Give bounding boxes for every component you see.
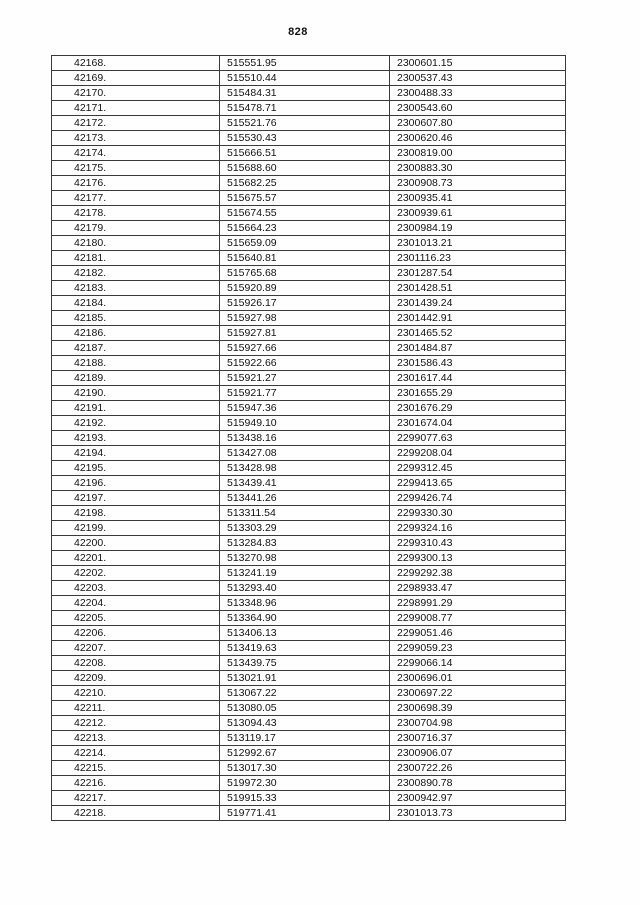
table-cell: 42183. bbox=[52, 281, 220, 296]
table-cell: 2300607.80 bbox=[390, 116, 566, 131]
table-cell: 42188. bbox=[52, 356, 220, 371]
table-row bbox=[52, 671, 566, 686]
table-cell: 2301586.43 bbox=[390, 356, 566, 371]
table-cell: 515675.57 bbox=[220, 191, 390, 206]
table-cell: 42207. bbox=[52, 641, 220, 656]
table-cell: 42172. bbox=[52, 116, 220, 131]
table-cell: 42178. bbox=[52, 206, 220, 221]
table-cell: 2299330.30 bbox=[390, 506, 566, 521]
table-cell: 515510.44 bbox=[220, 71, 390, 86]
table-row bbox=[52, 446, 566, 461]
table-cell: 42168. bbox=[52, 56, 220, 71]
table-cell: 42201. bbox=[52, 551, 220, 566]
table-cell: 2300543.60 bbox=[390, 101, 566, 116]
table-cell: 2300942.97 bbox=[390, 791, 566, 806]
table-cell: 42194. bbox=[52, 446, 220, 461]
table-row bbox=[52, 791, 566, 806]
table-row bbox=[52, 416, 566, 431]
table-cell: 515921.27 bbox=[220, 371, 390, 386]
table-cell: 2300819.00 bbox=[390, 146, 566, 161]
table-cell: 513094.43 bbox=[220, 716, 390, 731]
table-cell: 2300704.98 bbox=[390, 716, 566, 731]
table-cell: 2300939.61 bbox=[390, 206, 566, 221]
table-row bbox=[52, 101, 566, 116]
table-cell: 42171. bbox=[52, 101, 220, 116]
table-cell: 42182. bbox=[52, 266, 220, 281]
table-cell: 2299008.77 bbox=[390, 611, 566, 626]
table-cell: 513364.90 bbox=[220, 611, 390, 626]
table-cell: 513406.13 bbox=[220, 626, 390, 641]
table-cell: 2300883.30 bbox=[390, 161, 566, 176]
table-cell: 512992.67 bbox=[220, 746, 390, 761]
table-row bbox=[52, 251, 566, 266]
table-cell: 2301465.52 bbox=[390, 326, 566, 341]
table-row bbox=[52, 731, 566, 746]
table-row bbox=[52, 506, 566, 521]
table-row bbox=[52, 431, 566, 446]
table-cell: 2301013.21 bbox=[390, 236, 566, 251]
table-cell: 515674.55 bbox=[220, 206, 390, 221]
table-cell: 42187. bbox=[52, 341, 220, 356]
table-row bbox=[52, 656, 566, 671]
table-cell: 42180. bbox=[52, 236, 220, 251]
table-row bbox=[52, 266, 566, 281]
table-cell: 515688.60 bbox=[220, 161, 390, 176]
table-cell: 2299300.13 bbox=[390, 551, 566, 566]
table-cell: 515921.77 bbox=[220, 386, 390, 401]
table-cell: 2299059.23 bbox=[390, 641, 566, 656]
table-row bbox=[52, 281, 566, 296]
table-cell: 2301484.87 bbox=[390, 341, 566, 356]
table-row bbox=[52, 221, 566, 236]
table-cell: 2301428.51 bbox=[390, 281, 566, 296]
table-row bbox=[52, 776, 566, 791]
table-row bbox=[52, 581, 566, 596]
table-row bbox=[52, 566, 566, 581]
page-number: 828 bbox=[288, 26, 308, 38]
table-cell: 515484.31 bbox=[220, 86, 390, 101]
table-row bbox=[52, 56, 566, 71]
table-cell: 515664.23 bbox=[220, 221, 390, 236]
table-body bbox=[52, 56, 566, 821]
table-cell: 42185. bbox=[52, 311, 220, 326]
table-cell: 2300488.33 bbox=[390, 86, 566, 101]
table-cell: 2300698.39 bbox=[390, 701, 566, 716]
table-cell: 513348.96 bbox=[220, 596, 390, 611]
table-cell: 42189. bbox=[52, 371, 220, 386]
table-cell: 2301439.24 bbox=[390, 296, 566, 311]
table-row bbox=[52, 191, 566, 206]
table-cell: 2300697.22 bbox=[390, 686, 566, 701]
table-cell: 2300716.37 bbox=[390, 731, 566, 746]
table-cell: 42191. bbox=[52, 401, 220, 416]
table-cell: 513303.29 bbox=[220, 521, 390, 536]
table-row bbox=[52, 746, 566, 761]
table-cell: 2301287.54 bbox=[390, 266, 566, 281]
table-row bbox=[52, 206, 566, 221]
table-cell: 515920.89 bbox=[220, 281, 390, 296]
table-cell: 519972.30 bbox=[220, 776, 390, 791]
table-row bbox=[52, 176, 566, 191]
table-cell: 513119.17 bbox=[220, 731, 390, 746]
table-cell: 2301617.44 bbox=[390, 371, 566, 386]
table-row bbox=[52, 146, 566, 161]
table-cell: 42195. bbox=[52, 461, 220, 476]
table-cell: 513293.40 bbox=[220, 581, 390, 596]
table-row bbox=[52, 521, 566, 536]
table-cell: 2299310.43 bbox=[390, 536, 566, 551]
table-cell: 513241.19 bbox=[220, 566, 390, 581]
table-cell: 42186. bbox=[52, 326, 220, 341]
table-cell: 42203. bbox=[52, 581, 220, 596]
table-row bbox=[52, 341, 566, 356]
table-cell: 513441.26 bbox=[220, 491, 390, 506]
table-cell: 515927.81 bbox=[220, 326, 390, 341]
table-cell: 42192. bbox=[52, 416, 220, 431]
table-cell: 515765.68 bbox=[220, 266, 390, 281]
table-cell: 2299426.74 bbox=[390, 491, 566, 506]
table-cell: 2299066.14 bbox=[390, 656, 566, 671]
table-cell: 515682.25 bbox=[220, 176, 390, 191]
table-row bbox=[52, 236, 566, 251]
table-cell: 42169. bbox=[52, 71, 220, 86]
table-cell: 42216. bbox=[52, 776, 220, 791]
table-cell: 42179. bbox=[52, 221, 220, 236]
table-cell: 515947.36 bbox=[220, 401, 390, 416]
table-cell: 42193. bbox=[52, 431, 220, 446]
table-cell: 2301013.73 bbox=[390, 806, 566, 821]
table-cell: 513419.63 bbox=[220, 641, 390, 656]
table-cell: 2299413.65 bbox=[390, 476, 566, 491]
table-cell: 515659.09 bbox=[220, 236, 390, 251]
table-cell: 2301442.91 bbox=[390, 311, 566, 326]
table-row bbox=[52, 311, 566, 326]
table-cell: 2301674.04 bbox=[390, 416, 566, 431]
table-cell: 42210. bbox=[52, 686, 220, 701]
table-cell: 42218. bbox=[52, 806, 220, 821]
table-cell: 42173. bbox=[52, 131, 220, 146]
table-cell: 515926.17 bbox=[220, 296, 390, 311]
table-cell: 2298991.29 bbox=[390, 596, 566, 611]
table-row bbox=[52, 716, 566, 731]
table-cell: 515640.81 bbox=[220, 251, 390, 266]
table-cell: 515927.98 bbox=[220, 311, 390, 326]
table-row bbox=[52, 686, 566, 701]
table-cell: 513427.08 bbox=[220, 446, 390, 461]
table-cell: 42170. bbox=[52, 86, 220, 101]
table-row bbox=[52, 401, 566, 416]
table-cell: 42213. bbox=[52, 731, 220, 746]
table-cell: 519771.41 bbox=[220, 806, 390, 821]
table-cell: 2300696.01 bbox=[390, 671, 566, 686]
table-row bbox=[52, 641, 566, 656]
table-cell: 515666.51 bbox=[220, 146, 390, 161]
table-cell: 2300935.41 bbox=[390, 191, 566, 206]
table-cell: 2300890.78 bbox=[390, 776, 566, 791]
table-cell: 42206. bbox=[52, 626, 220, 641]
table-row bbox=[52, 626, 566, 641]
table-cell: 515478.71 bbox=[220, 101, 390, 116]
table-cell: 513284.83 bbox=[220, 536, 390, 551]
table-cell: 2300537.43 bbox=[390, 71, 566, 86]
table-cell: 513080.05 bbox=[220, 701, 390, 716]
table-cell: 513017.30 bbox=[220, 761, 390, 776]
table-cell: 2299077.63 bbox=[390, 431, 566, 446]
table-row bbox=[52, 131, 566, 146]
table-cell: 2300906.07 bbox=[390, 746, 566, 761]
table-cell: 42199. bbox=[52, 521, 220, 536]
table-cell: 513270.98 bbox=[220, 551, 390, 566]
table-cell: 513439.41 bbox=[220, 476, 390, 491]
table-row bbox=[52, 371, 566, 386]
table-cell: 2298933.47 bbox=[390, 581, 566, 596]
table-row bbox=[52, 71, 566, 86]
table-cell: 42205. bbox=[52, 611, 220, 626]
table-cell: 513439.75 bbox=[220, 656, 390, 671]
table-cell: 42175. bbox=[52, 161, 220, 176]
table-cell: 42177. bbox=[52, 191, 220, 206]
table-cell: 42202. bbox=[52, 566, 220, 581]
table-row bbox=[52, 86, 566, 101]
table-cell: 42198. bbox=[52, 506, 220, 521]
table-cell: 42184. bbox=[52, 296, 220, 311]
table-cell: 515927.66 bbox=[220, 341, 390, 356]
table-cell: 42209. bbox=[52, 671, 220, 686]
table-cell: 42196. bbox=[52, 476, 220, 491]
table-cell: 42181. bbox=[52, 251, 220, 266]
table-cell: 2301676.29 bbox=[390, 401, 566, 416]
table-row bbox=[52, 806, 566, 821]
table-cell: 42215. bbox=[52, 761, 220, 776]
table-cell: 2300722.26 bbox=[390, 761, 566, 776]
table-cell: 2300908.73 bbox=[390, 176, 566, 191]
table-cell: 513311.54 bbox=[220, 506, 390, 521]
table-row bbox=[52, 551, 566, 566]
table-cell: 2299208.04 bbox=[390, 446, 566, 461]
table-cell: 42212. bbox=[52, 716, 220, 731]
table-cell: 42174. bbox=[52, 146, 220, 161]
table-cell: 2300601.15 bbox=[390, 56, 566, 71]
table-cell: 42200. bbox=[52, 536, 220, 551]
table-row bbox=[52, 296, 566, 311]
table-row bbox=[52, 536, 566, 551]
table-cell: 2300984.19 bbox=[390, 221, 566, 236]
table-row bbox=[52, 611, 566, 626]
table-cell: 515949.10 bbox=[220, 416, 390, 431]
table-cell: 42176. bbox=[52, 176, 220, 191]
table-cell: 513021.91 bbox=[220, 671, 390, 686]
table-cell: 42197. bbox=[52, 491, 220, 506]
table-row bbox=[52, 596, 566, 611]
table-cell: 2301655.29 bbox=[390, 386, 566, 401]
table-row bbox=[52, 386, 566, 401]
table-row bbox=[52, 356, 566, 371]
table-row bbox=[52, 461, 566, 476]
table-cell: 513067.22 bbox=[220, 686, 390, 701]
table-cell: 42190. bbox=[52, 386, 220, 401]
table-cell: 515551.95 bbox=[220, 56, 390, 71]
table-row bbox=[52, 116, 566, 131]
table-row bbox=[52, 161, 566, 176]
table-cell: 42204. bbox=[52, 596, 220, 611]
table-row bbox=[52, 701, 566, 716]
table-cell: 515521.76 bbox=[220, 116, 390, 131]
table-cell: 2299051.46 bbox=[390, 626, 566, 641]
table-cell: 519915.33 bbox=[220, 791, 390, 806]
table-row bbox=[52, 326, 566, 341]
table-cell: 42217. bbox=[52, 791, 220, 806]
table-cell: 42208. bbox=[52, 656, 220, 671]
table-cell: 515922.66 bbox=[220, 356, 390, 371]
table-cell: 513428.98 bbox=[220, 461, 390, 476]
coordinate-table bbox=[51, 55, 566, 821]
table-cell: 513438.16 bbox=[220, 431, 390, 446]
table-cell: 2299324.16 bbox=[390, 521, 566, 536]
table-cell: 2299292.38 bbox=[390, 566, 566, 581]
table-cell: 2299312.45 bbox=[390, 461, 566, 476]
table-row bbox=[52, 476, 566, 491]
table-cell: 42211. bbox=[52, 701, 220, 716]
table-cell: 42214. bbox=[52, 746, 220, 761]
table-cell: 2300620.46 bbox=[390, 131, 566, 146]
table-cell: 2301116.23 bbox=[390, 251, 566, 266]
table-row bbox=[52, 491, 566, 506]
table-cell: 515530.43 bbox=[220, 131, 390, 146]
table-row bbox=[52, 761, 566, 776]
